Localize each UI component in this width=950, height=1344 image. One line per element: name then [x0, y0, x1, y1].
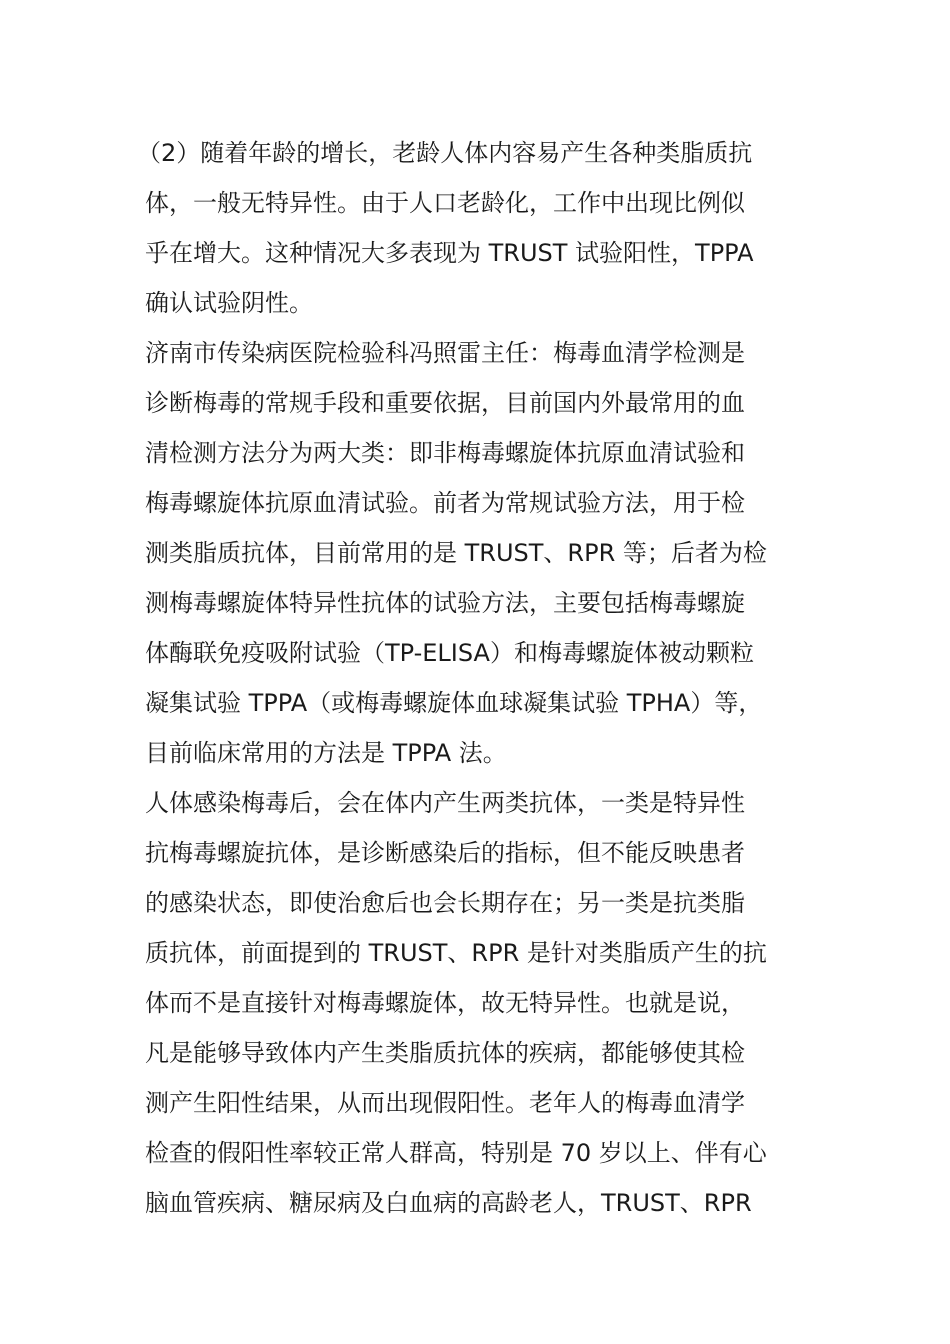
text-line: 目前临床常用的方法是 TPPA 法。 — [145, 739, 507, 767]
text-line: 体而不是直接针对梅毒螺旋体，故无特异性。也就是说， — [145, 989, 745, 1017]
text-line: 人体感染梅毒后，会在体内产生两类抗体，一类是特异性 — [145, 789, 745, 817]
text-line: 济南市传染病医院检验科冯照雷主任：梅毒血清学检测是 — [145, 339, 745, 367]
text-line: 测产生阳性结果，从而出现假阳性。老年人的梅毒血清学 — [145, 1089, 745, 1117]
text-line: 质抗体，前面提到的 TRUST、RPR 是针对类脂质产生的抗 — [145, 939, 767, 967]
text-line: 梅毒螺旋体抗原血清试验。前者为常规试验方法，用于检 — [145, 489, 745, 517]
text-line: 清检测方法分为两大类：即非梅毒螺旋体抗原血清试验和 — [145, 439, 745, 467]
text-line: 的感染状态，即使治愈后也会长期存在；另一类是抗类脂 — [145, 889, 745, 917]
text-line: 脑血管疾病、糖尿病及白血病的高龄老人，TRUST、RPR — [145, 1189, 752, 1217]
text-line: 凝集试验 TPPA（或梅毒螺旋体血球凝集试验 TPHA）等， — [145, 689, 763, 717]
text-line: 体酶联免疫吸附试验（TP-ELISA）和梅毒螺旋体被动颗粒 — [145, 639, 754, 667]
paragraph-age-related-antibodies — [137, 128, 805, 328]
text-line: 确认试验阴性。 — [145, 289, 313, 317]
text-line: 体，一般无特异性。由于人口老龄化，工作中出现比例似 — [145, 189, 745, 217]
document-body — [137, 128, 805, 1228]
text-line: 诊断梅毒的常规手段和重要依据，目前国内外最常用的血 — [145, 389, 745, 417]
text-line: （2）随着年龄的增长，老龄人体内容易产生各种类脂质抗 — [137, 139, 753, 167]
paragraph-serology-testing-methods — [145, 328, 805, 778]
text-line: 乎在增大。这种情况大多表现为 TRUST 试验阳性，TPPA — [145, 239, 754, 267]
paragraph-antibody-types — [145, 778, 805, 1228]
text-line: 抗梅毒螺旋抗体，是诊断感染后的指标，但不能反映患者 — [145, 839, 745, 867]
text-line: 测梅毒螺旋体特异性抗体的试验方法，主要包括梅毒螺旋 — [145, 589, 745, 617]
text-line: 凡是能够导致体内产生类脂质抗体的疾病，都能够使其检 — [145, 1039, 745, 1067]
text-line: 检查的假阳性率较正常人群高，特别是 70 岁以上、伴有心 — [145, 1139, 767, 1167]
text-line: 测类脂质抗体，目前常用的是 TRUST、RPR 等；后者为检 — [145, 539, 767, 567]
